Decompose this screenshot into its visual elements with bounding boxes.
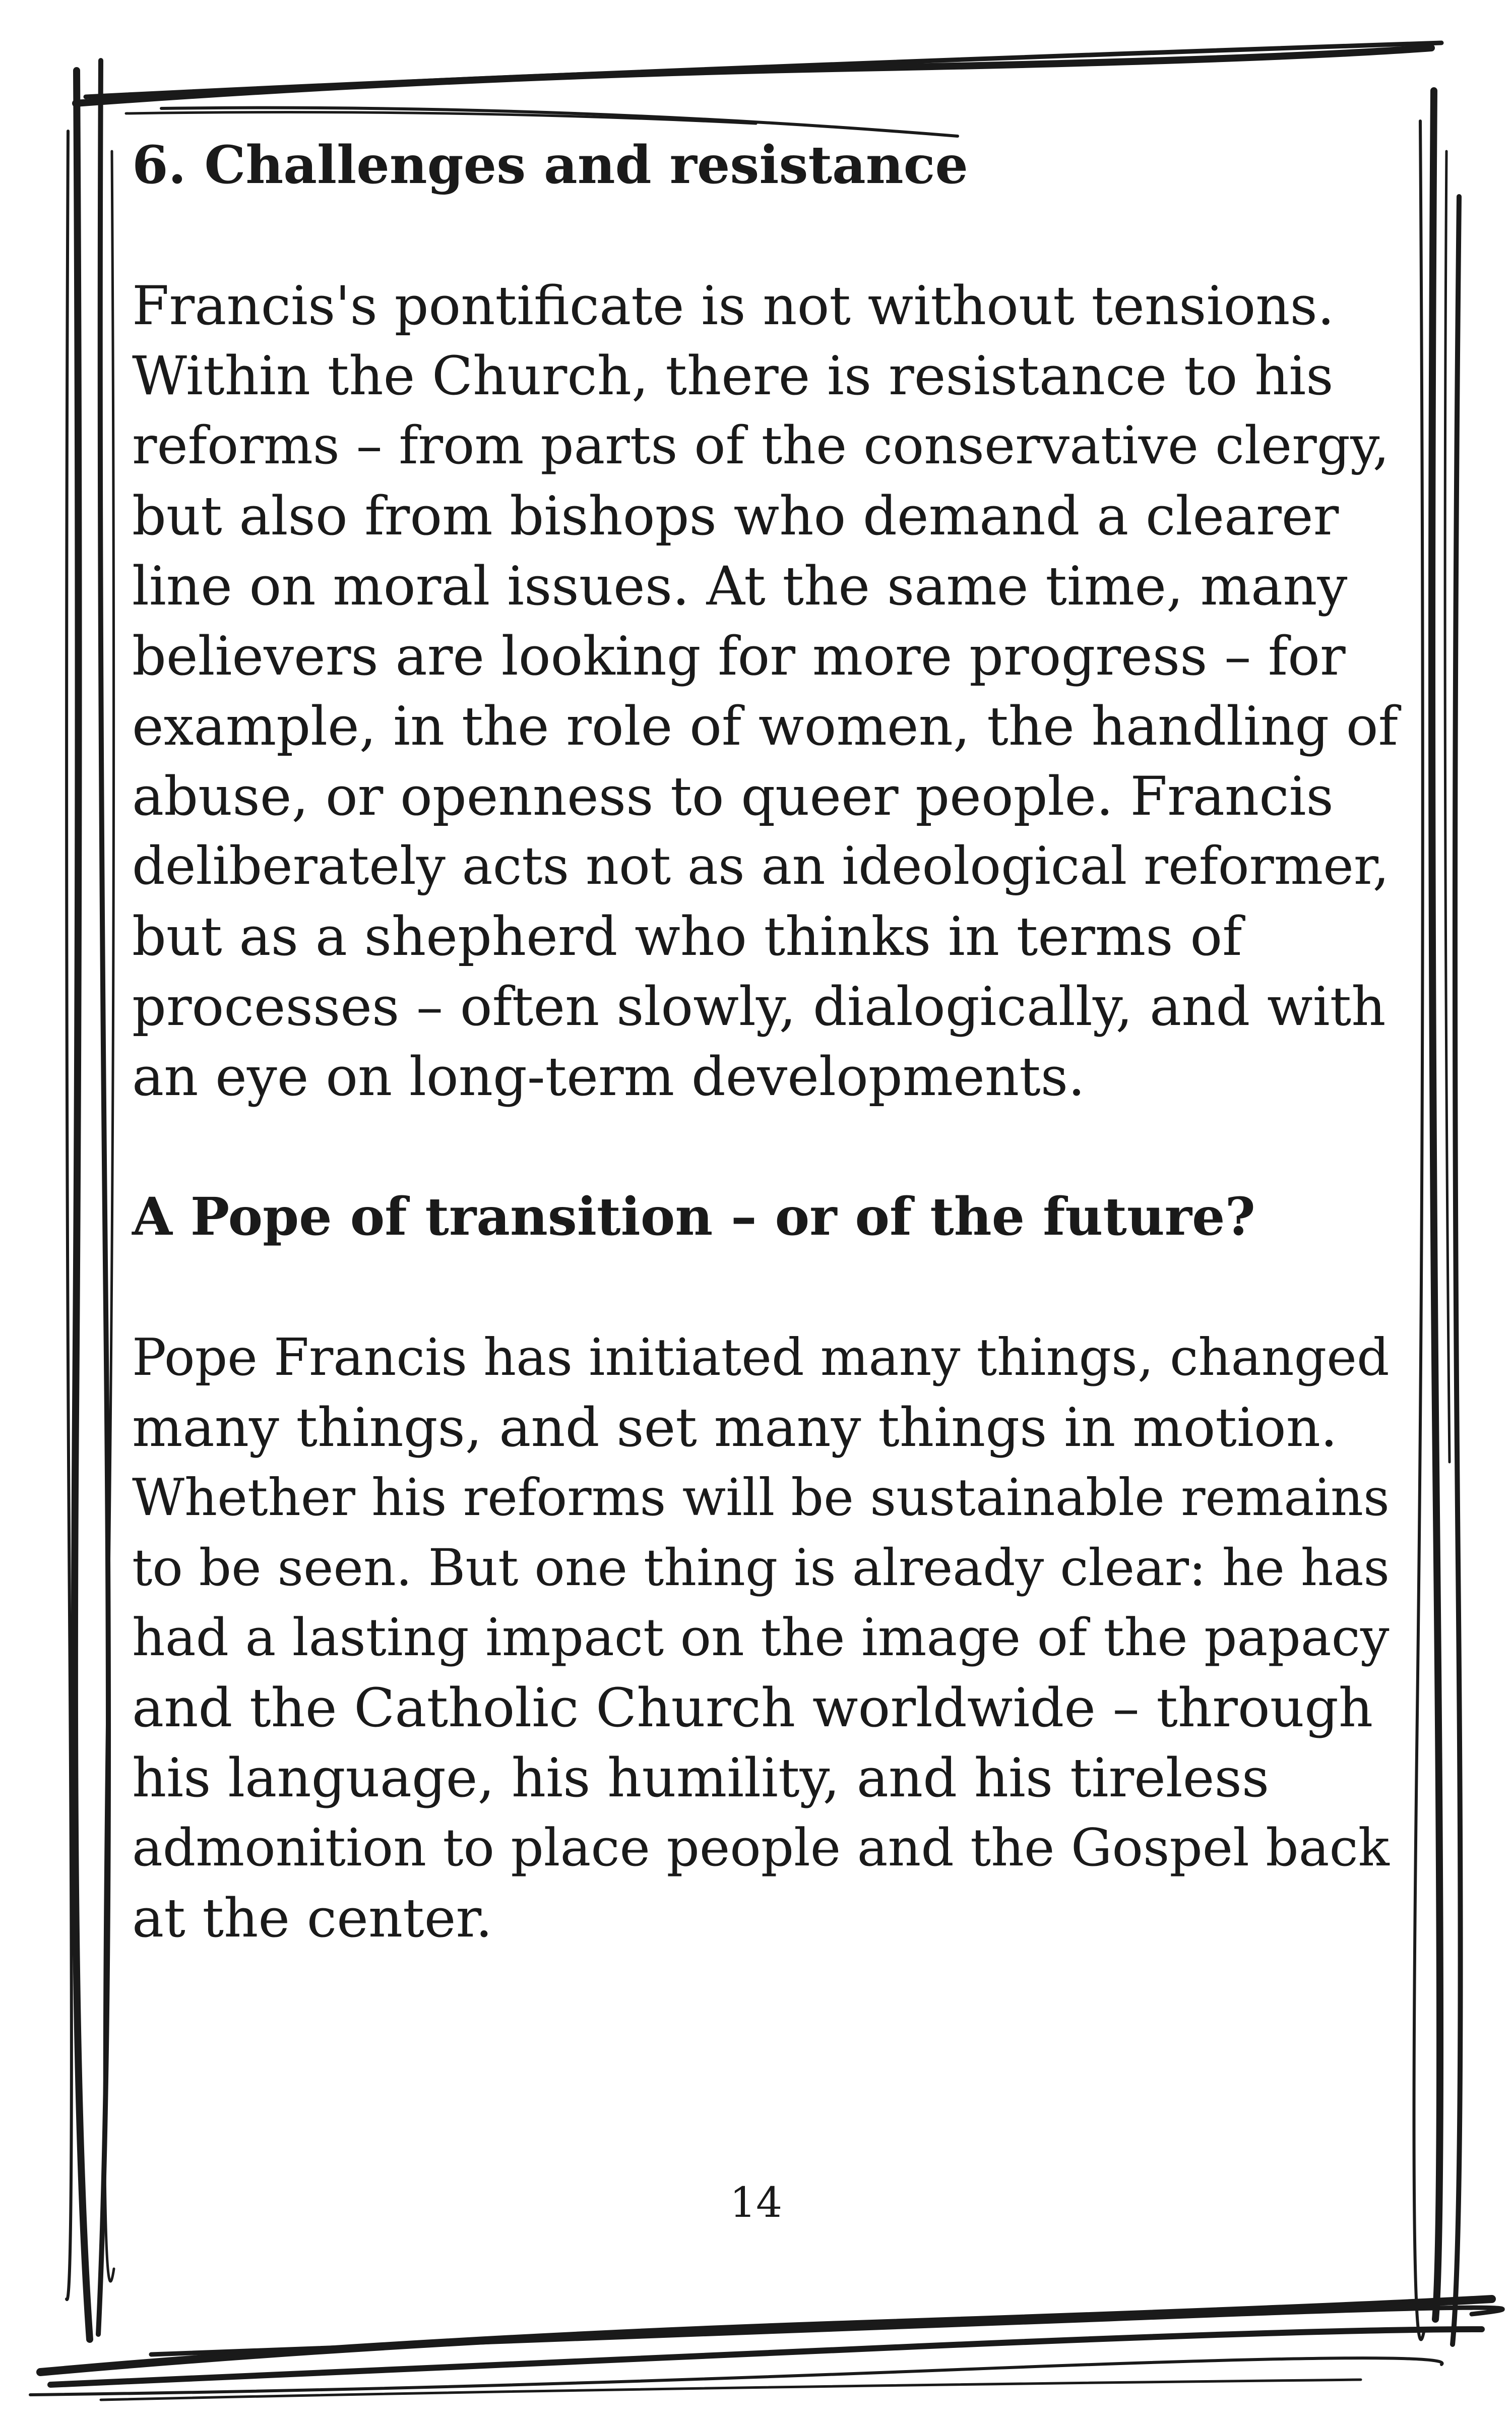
text-line: but also from bishops who demand a clearer <box>132 485 1339 547</box>
text-line: an eye on long-term developments. <box>132 1046 1085 1108</box>
text-line: deliberately acts not as an ideological reformer, <box>132 836 1390 896</box>
text-line: had a lasting impact on the image of the papacy <box>132 1608 1390 1668</box>
section-heading: 6. Challenges and resistance <box>132 135 968 196</box>
text-line: abuse, or openness to queer people. Francis <box>132 765 1334 827</box>
text-line: example, in the role of women, the handling of <box>132 695 1398 757</box>
text-line: believers are looking for more progress – for <box>132 625 1346 687</box>
text-line: but as a shepherd who thinks in terms of <box>132 905 1242 967</box>
text-line: and the Catholic Church worldwide – through <box>132 1677 1373 1739</box>
text-line: processes – often slowly, dialogically, and with <box>132 976 1386 1038</box>
text-line: to be seen. But one thing is already clear: he has <box>132 1538 1390 1597</box>
text-line: line on moral issues. At the same time, many <box>132 555 1348 617</box>
text-line: admonition to place people and the Gospel back <box>132 1818 1390 1878</box>
text-line: Pope Francis has initiated many things, changed <box>132 1327 1390 1387</box>
text-line: many things, and set many things in motion. <box>132 1397 1338 1459</box>
paragraph-conclusion <box>132 1322 1402 1953</box>
text-line: Francis's pontificate is not without tensions. <box>132 275 1335 337</box>
text-line: reforms – from parts of the conservative clergy, <box>132 415 1390 476</box>
page-number: 14 <box>729 2179 783 2227</box>
page-content <box>132 130 1402 1953</box>
text-line: Within the Church, there is resistance to his <box>132 345 1334 407</box>
subheading: A Pope of transition – or of the future? <box>132 1186 1255 1247</box>
text-line: Whether his reforms will be sustainable remains <box>132 1468 1390 1527</box>
text-line: at the center. <box>132 1887 493 1949</box>
text-line: his language, his humility, and his tireless <box>132 1747 1270 1809</box>
paragraph-challenges <box>132 271 1402 1112</box>
